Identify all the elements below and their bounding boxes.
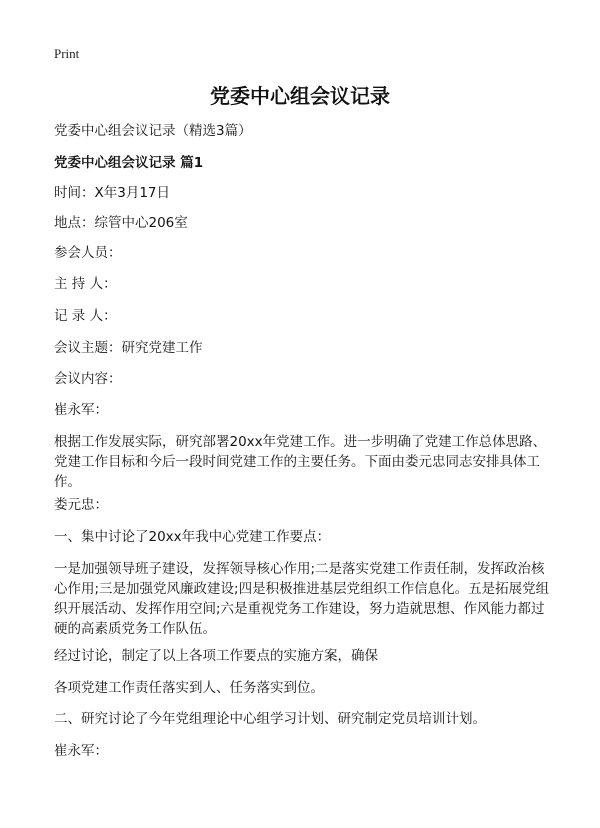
speaker-name: 崔永军：	[54, 402, 108, 418]
meeting-content-label: 会议内容：	[54, 371, 122, 387]
meeting-recorder: 记 录 人：	[54, 308, 117, 324]
paragraph-work-points: 一是加强领导班子建设，发挥领导核心作用;二是落实党建工作责任制，发挥政治核心作用;三是加强党风廉政建设;四是积极推进基层党组织工作信息化。五是拓展党组织开展活动、发挥作用空间;六是重视党务工作建设，努力造就思想、作风能力都过硬的高素质党务工作队伍。	[54, 561, 550, 637]
section-heading: 党委中心组会议记录 篇1	[54, 155, 204, 171]
document-subtitle: 党委中心组会议记录（精选3篇）	[54, 123, 252, 139]
meeting-attendees: 参会人员：	[54, 245, 122, 261]
agenda-point: 二、研究讨论了今年党组理论中心组学习计划、研究制定党员培训计划。	[54, 711, 486, 727]
print-link[interactable]: Print	[54, 46, 80, 61]
paragraph-overview: 根据工作发展实际，研究部署20xx年党建工作。进一步明确了党建工作总体思路、党建工作目标和今后一段时间党建工作的主要任务。下面由娄元忠同志安排具体工作。	[54, 434, 547, 490]
page-title: 党委中心组会议记录	[210, 84, 390, 108]
paragraph-responsibility: 各项党建工作责任落实到人、任务落实到位。	[54, 680, 324, 696]
agenda-point: 一、集中讨论了20xx年我中心党建工作要点：	[54, 529, 331, 545]
paragraph-discussion: 经过讨论，制定了以上各项工作要点的实施方案，确保	[54, 648, 378, 664]
meeting-topic: 会议主题：研究党建工作	[54, 340, 203, 356]
meeting-host: 主 持 人：	[54, 276, 117, 292]
meeting-location: 地点：综管中心206室	[54, 215, 188, 231]
meeting-time: 时间：X年3月17日	[54, 185, 171, 201]
speaker-name: 崔永军：	[54, 743, 108, 759]
speaker-name: 娄元忠：	[54, 497, 108, 513]
